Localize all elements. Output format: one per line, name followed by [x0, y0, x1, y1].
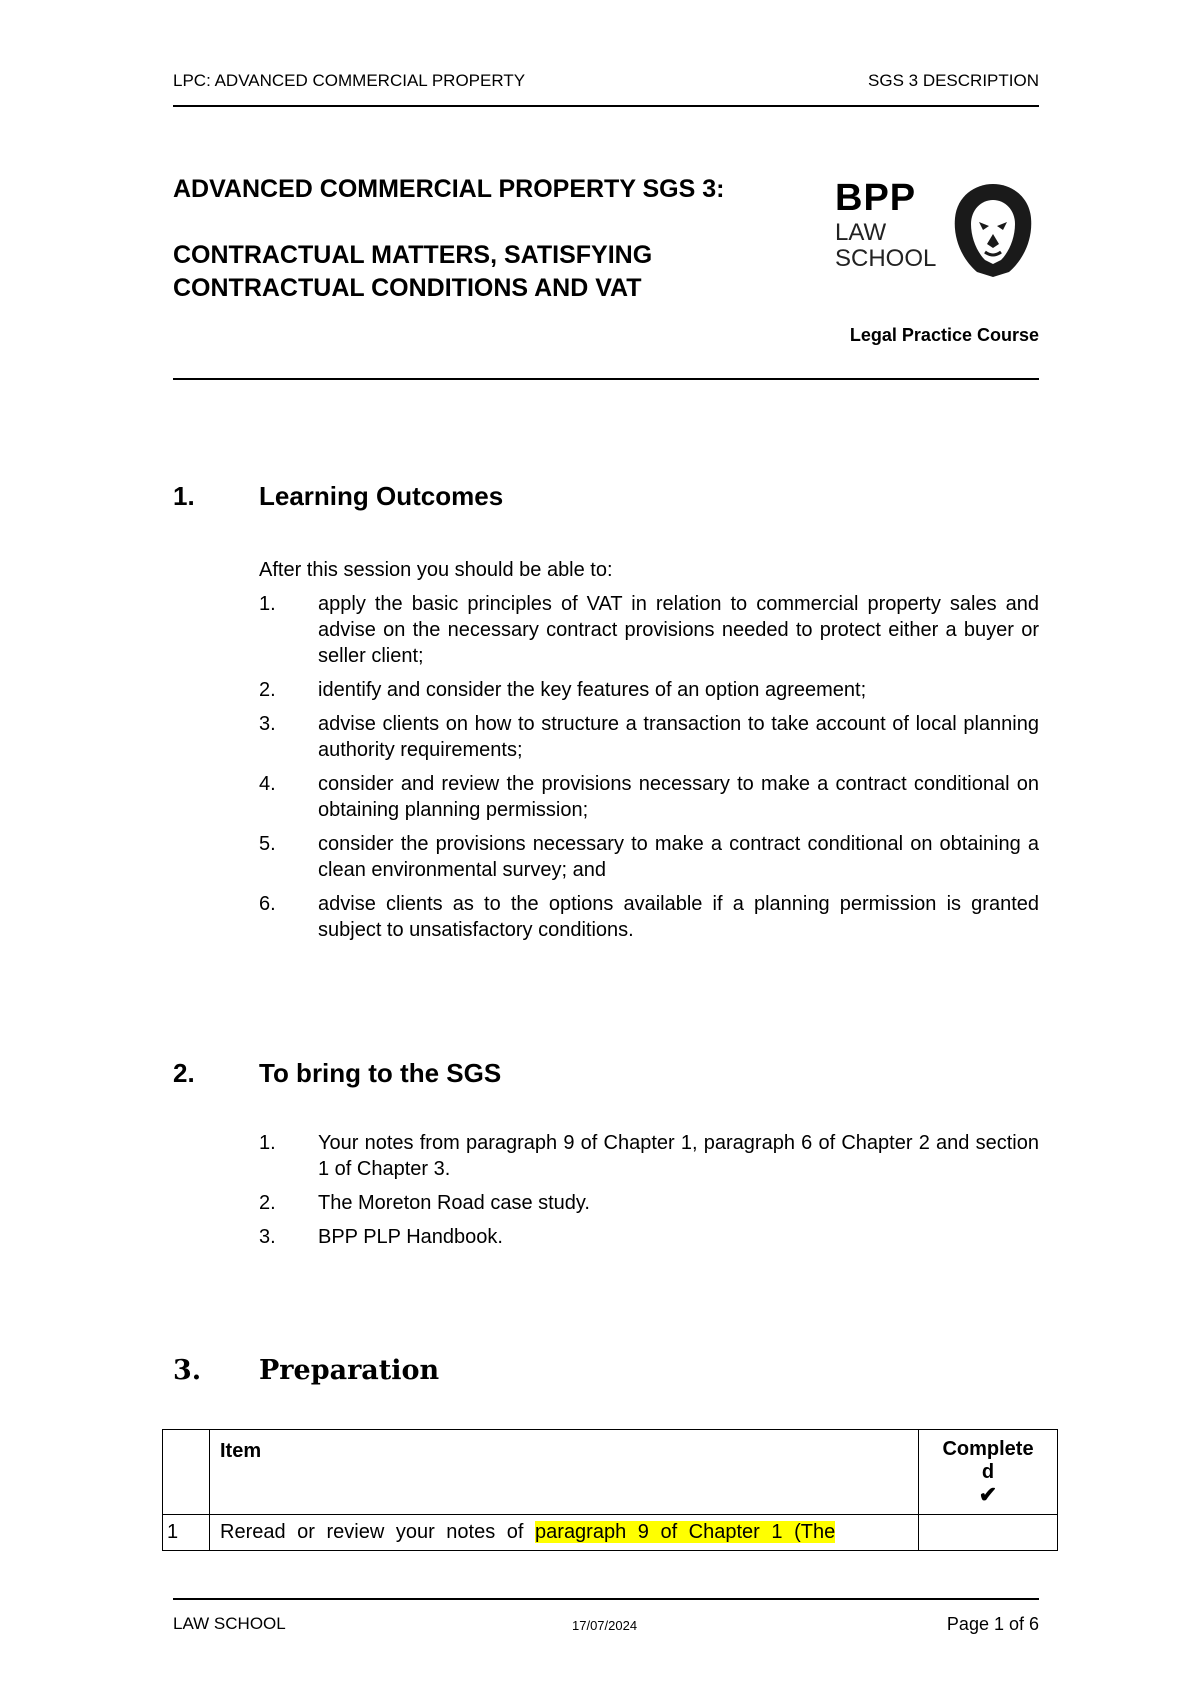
- section-3-number: 3.: [173, 1355, 202, 1386]
- section-1-intro: After this session you should be able to:: [259, 559, 613, 581]
- table-row: [163, 1515, 1058, 1551]
- table-cell-number-header: [163, 1430, 210, 1515]
- running-header-left: LPC: ADVANCED COMMERCIAL PROPERTY: [173, 71, 526, 90]
- section-1-title: Learning Outcomes: [259, 481, 504, 511]
- logo-brand: BPP: [835, 177, 917, 219]
- section-1-number: 1.: [173, 481, 195, 511]
- document-title: [173, 173, 724, 305]
- list-item: 3. BPP PLP Handbook.: [259, 1226, 503, 1248]
- logo-line-school: SCHOOL: [835, 245, 937, 272]
- list-item: 2. identify and consider the key features of an option agreement;: [259, 679, 867, 701]
- list-item: 1. Your notes from paragraph 9 of Chapter 1, paragraph 6 of Chapter 2 and section 1 of Chapter 3.: [259, 1132, 1039, 1180]
- table-header-completed: Complete d ✔: [919, 1430, 1058, 1515]
- footer-left: LAW SCHOOL: [173, 1614, 286, 1633]
- table-cell-item: Reread or review your notes of paragraph 9 of Chapter 1 (The: [210, 1515, 919, 1551]
- highlighted-reference: paragraph 9 of Chapter 1 (The: [535, 1521, 836, 1543]
- bring-to-sgs-list: [259, 1130, 1039, 1258]
- running-header-right: SGS 3 DESCRIPTION: [868, 71, 1039, 90]
- list-item: 6. advise clients as to the options available if a planning permission is granted subject to unsatisfactory conditions.: [259, 893, 1039, 941]
- header-divider: [173, 105, 1039, 107]
- list-item: 5. consider the provisions necessary to make a contract conditional on obtaining a clean environmental survey; and: [259, 833, 1039, 881]
- page-number: Page 1 of 6: [946, 1614, 1039, 1634]
- bpp-law-school-logo: [835, 178, 1035, 288]
- course-name: Legal Practice Course: [849, 325, 1039, 345]
- list-item: 4. consider and review the provisions necessary to make a contract conditional on obtaining planning permission;: [259, 773, 1039, 821]
- list-item: 3. advise clients on how to structure a transaction to take account of local planning authority requirements;: [259, 713, 1039, 761]
- list-item: 2. The Moreton Road case study.: [259, 1192, 590, 1214]
- title-line-3: CONTRACTUAL CONDITIONS AND VAT: [173, 274, 642, 302]
- lion-head-icon: [953, 182, 1033, 278]
- footer-date: 17/07/2024: [572, 1618, 638, 1633]
- logo-line-law: LAW: [835, 219, 887, 246]
- title-line-2: CONTRACTUAL MATTERS, SATISFYING: [173, 241, 653, 269]
- table-cell-completed: [919, 1515, 1058, 1551]
- section-2-title: To bring to the SGS: [259, 1058, 502, 1088]
- section-3-title: Preparation: [259, 1355, 440, 1386]
- list-item: 1. apply the basic principles of VAT in relation to commercial property sales and advise on the necessary contract provisions needed to protect either a buyer or seller client;: [259, 593, 1039, 667]
- table-cell-number: 1: [163, 1515, 210, 1551]
- table-header-item: Item: [210, 1430, 919, 1515]
- check-mark-icon: ✔: [978, 1482, 998, 1507]
- section-2-number: 2.: [173, 1058, 195, 1088]
- title-line-1: ADVANCED COMMERCIAL PROPERTY SGS 3:: [173, 175, 725, 203]
- footer-divider: [173, 1598, 1039, 1600]
- table-header-row: [163, 1430, 1058, 1515]
- preparation-table: [162, 1429, 1058, 1551]
- learning-outcomes-list: [259, 591, 1039, 951]
- title-divider: [173, 378, 1039, 380]
